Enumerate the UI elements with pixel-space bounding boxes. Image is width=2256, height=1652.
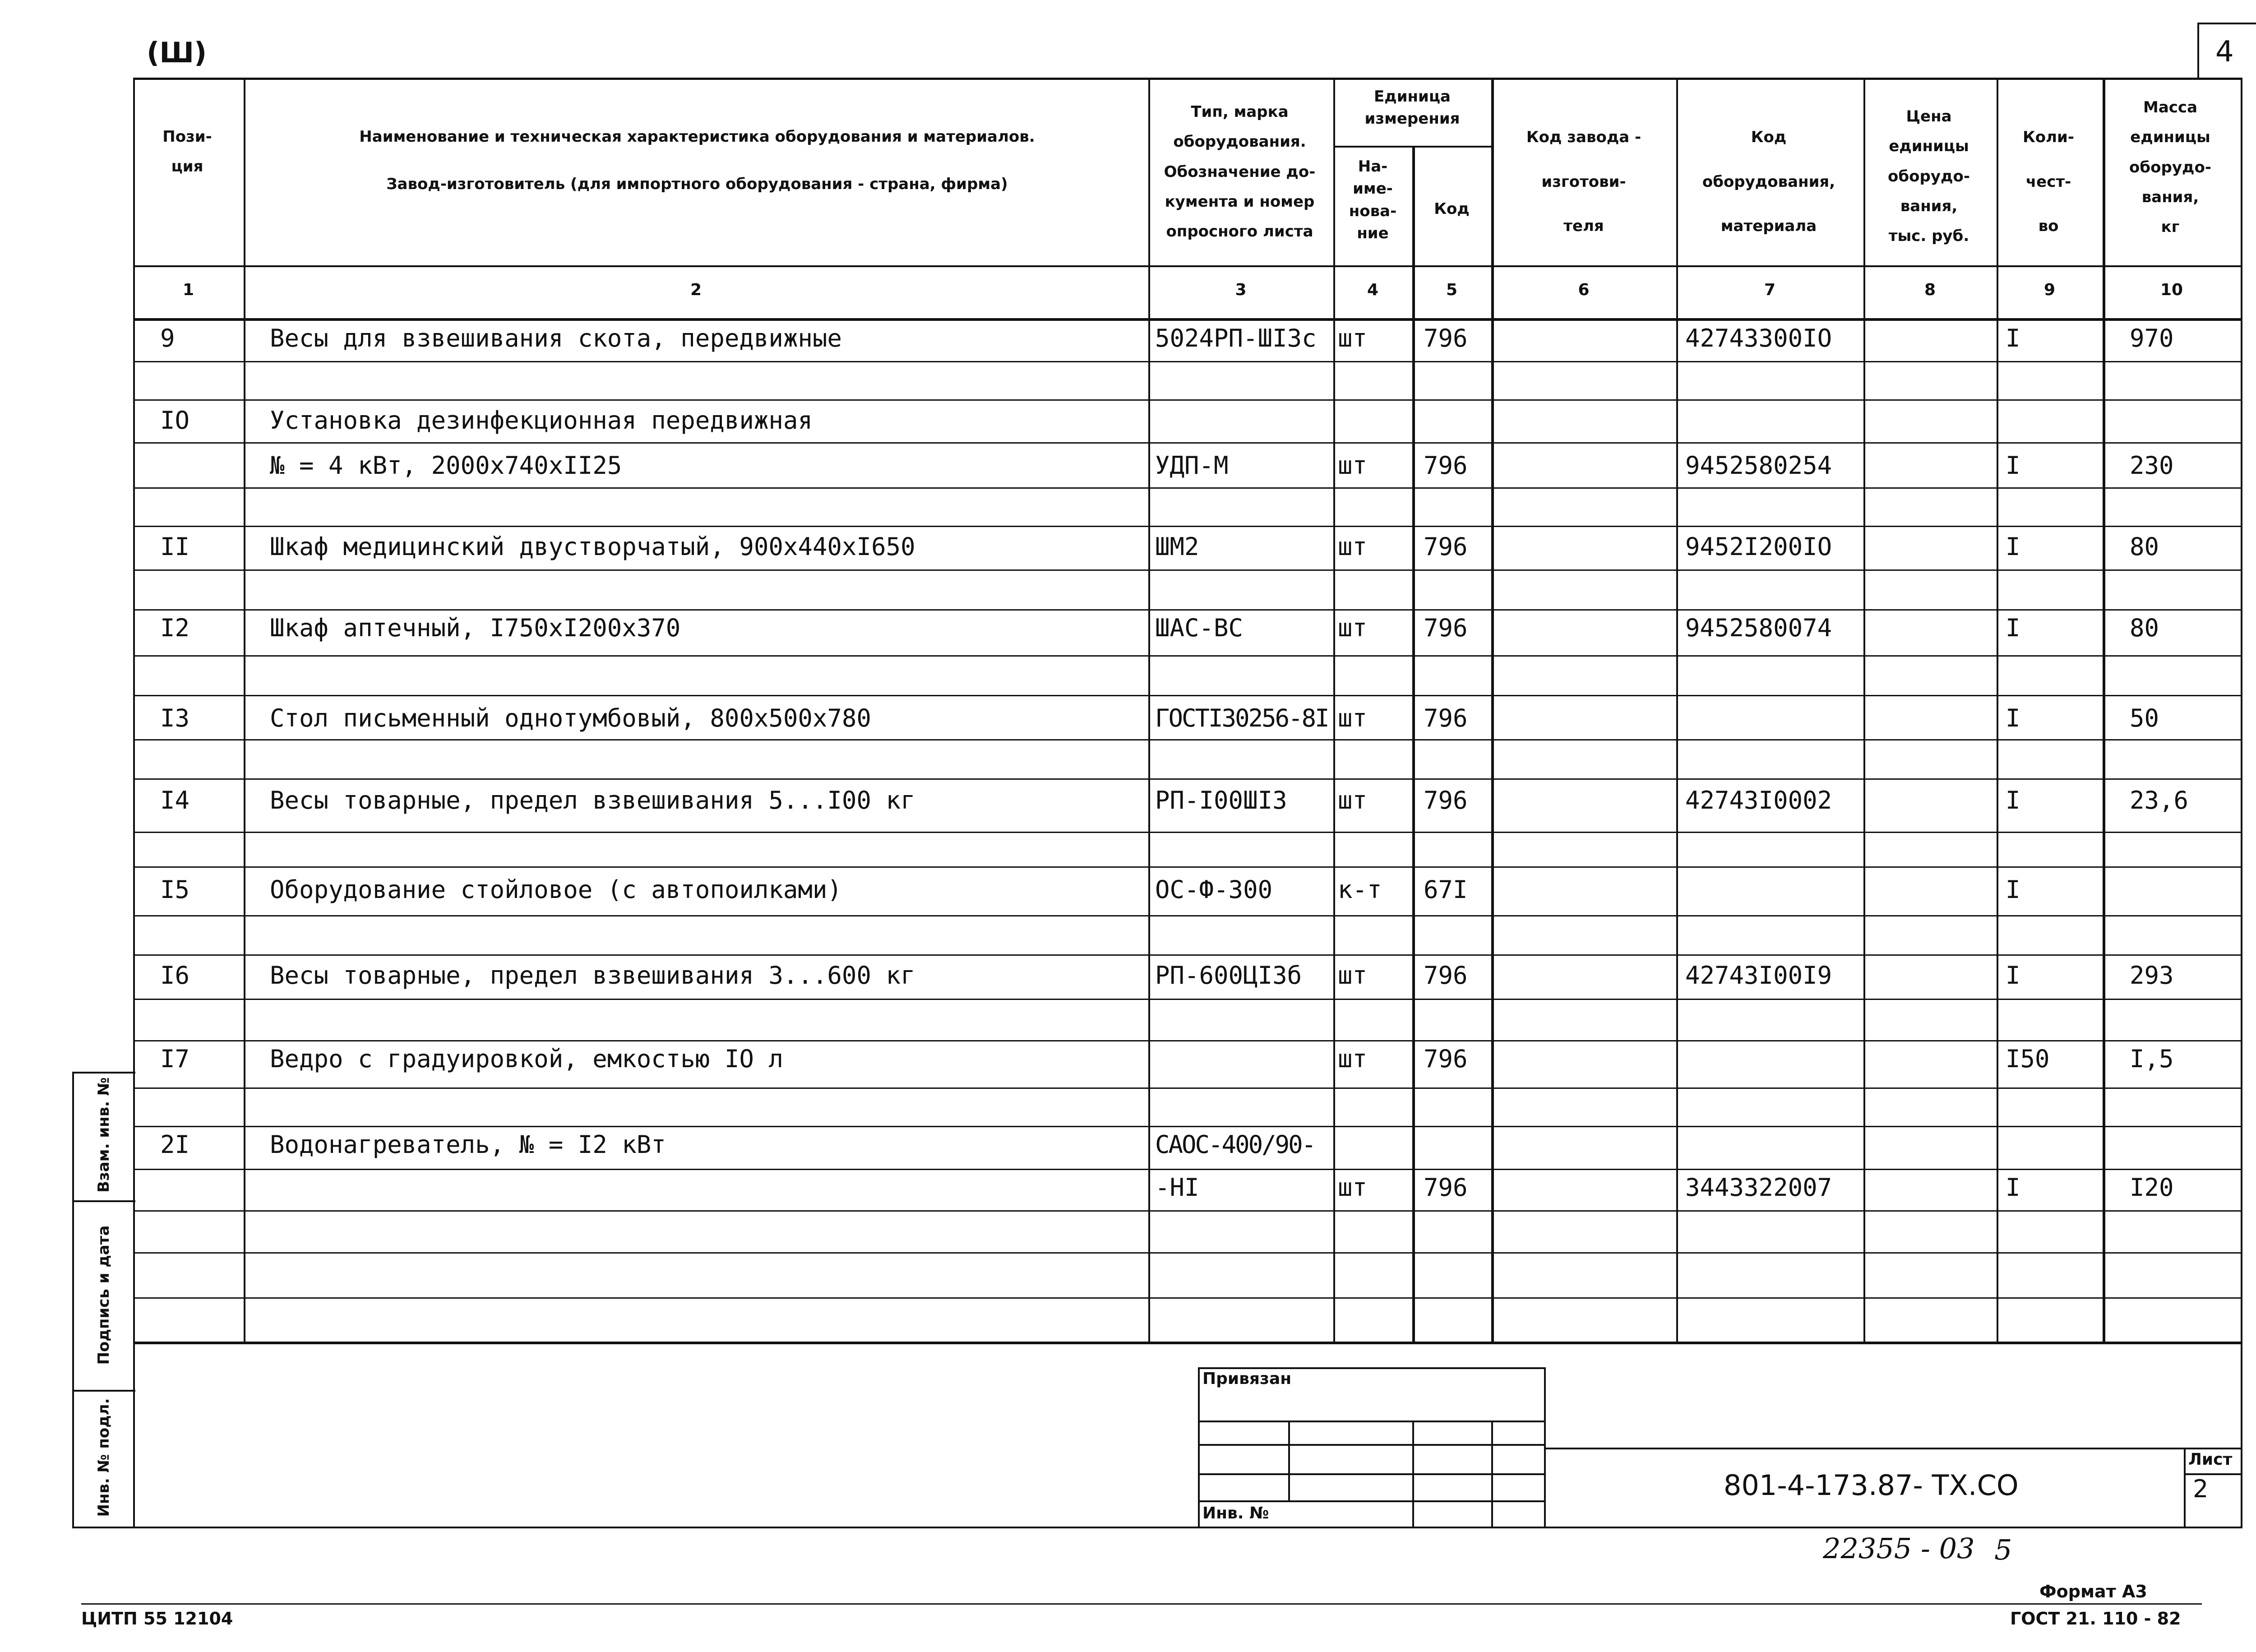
mass-cell: I,5 <box>2130 1045 2174 1073</box>
name-cell: Весы для взвешивания скота, передвижные <box>270 324 842 352</box>
unit-cell: к-т <box>1338 875 1382 904</box>
quantity-cell: I <box>2006 324 2020 352</box>
gost-label: ГОСТ 21. 110 - 82 <box>2010 1609 2181 1629</box>
header-name-line2: Завод-изготовитель (для импортного оборудования - страна, фирма) <box>386 175 1008 193</box>
handwritten-page: 5 <box>1994 1533 2012 1566</box>
name-cell: Весы товарные, предел взвешивания 3...600 кг <box>270 961 915 990</box>
column-number-1: 1 <box>182 281 194 299</box>
unit-code-cell: 67I <box>1424 875 1468 904</box>
column-number-7: 7 <box>1764 281 1776 299</box>
header-position: Пози- ция <box>162 128 212 176</box>
unit-code-cell: 796 <box>1424 961 1468 990</box>
unit-cell: шт <box>1338 704 1368 732</box>
column-number-6: 6 <box>1578 281 1590 299</box>
name-cell: Стол письменный однотумбовый, 800х500х780 <box>270 704 871 732</box>
unit-code-cell: 796 <box>1424 324 1468 352</box>
name-cell: Установка дезинфекционная передвижная <box>270 406 813 435</box>
column-number-2: 2 <box>690 281 702 299</box>
inv-podl-label: Инв. № подл. <box>95 1398 113 1517</box>
name-cell: Водонагреватель, № = I2 кВт <box>270 1130 666 1159</box>
quantity-cell: I <box>2006 532 2020 561</box>
position-cell: I5 <box>160 875 190 904</box>
header-unit-name: На- име- нова- ние <box>1349 157 1397 242</box>
position-cell: I3 <box>160 704 190 732</box>
position-cell: I4 <box>160 786 190 814</box>
position-cell: 2I <box>160 1130 190 1159</box>
unit-code-cell: 796 <box>1424 1173 1468 1202</box>
inv-label: Инв. № <box>1202 1504 1269 1522</box>
column-number-5: 5 <box>1446 281 1458 299</box>
column-number-9: 9 <box>2043 281 2056 299</box>
bound-label: Привязан <box>1202 1370 1292 1388</box>
type-cell: ШАС-ВС <box>1155 614 1244 642</box>
unit-code-cell: 796 <box>1424 1045 1468 1073</box>
equipment-code-cell: 42743300IO <box>1685 324 1832 352</box>
header-equipment-code: Код оборудования, материала <box>1702 128 1835 236</box>
equipment-code-cell: 3443322007 <box>1685 1173 1832 1202</box>
name-cell: Оборудование стойловое (с автопоилками) <box>270 875 842 904</box>
unit-code-cell: 796 <box>1424 614 1468 642</box>
header-unit-code: Код <box>1434 200 1470 218</box>
handwritten-number: 22355 - 03 <box>1823 1532 1975 1565</box>
mass-cell: 293 <box>2130 961 2174 990</box>
mass-cell: 80 <box>2130 614 2159 642</box>
column-number-10: 10 <box>2160 281 2183 299</box>
unit-code-cell: 796 <box>1424 704 1468 732</box>
name-cell: Ведро с градуировкой, емкостью IO л <box>270 1045 783 1073</box>
sheet-number: 2 <box>2193 1475 2209 1503</box>
position-cell: IO <box>160 406 190 435</box>
unit-cell: шт <box>1338 451 1368 480</box>
mass-cell: 970 <box>2130 324 2174 352</box>
quantity-cell: I <box>2006 1173 2020 1202</box>
mass-cell: 230 <box>2130 451 2174 480</box>
name-cell: Шкаф медицинский двустворчатый, 900х440хI650 <box>270 532 915 561</box>
quantity-cell: I <box>2006 451 2020 480</box>
unit-cell: шт <box>1338 1173 1368 1202</box>
page-number: 4 <box>2215 35 2234 69</box>
unit-code-cell: 796 <box>1424 532 1468 561</box>
mass-cell: 80 <box>2130 532 2159 561</box>
column-number-4: 4 <box>1367 281 1379 299</box>
unit-cell: шт <box>1338 614 1368 642</box>
vzam-inv-label: Взам. инв. № <box>95 1077 113 1193</box>
mass-cell: I20 <box>2130 1173 2174 1202</box>
mass-cell: 23,6 <box>2130 786 2189 814</box>
unit-code-cell: 796 <box>1424 786 1468 814</box>
format-label: Формат А3 <box>2039 1582 2147 1601</box>
podpis-data-label: Подпись и дата <box>95 1225 113 1365</box>
equipment-code-cell: 9452580074 <box>1685 614 1832 642</box>
quantity-cell: I <box>2006 614 2020 642</box>
type-cell: РП-I00ШI3 <box>1155 786 1287 814</box>
position-cell: 9 <box>160 324 175 352</box>
type-cell: ОС-Ф-300 <box>1155 875 1273 904</box>
unit-code-cell: 796 <box>1424 451 1468 480</box>
quantity-cell: I50 <box>2006 1045 2050 1073</box>
name-cell: № = 4 кВт, 2000х740хII25 <box>270 451 622 480</box>
header-quantity: Коли- чест- во <box>2023 128 2074 236</box>
type-cell: САОС-400/90- <box>1155 1130 1315 1159</box>
header-factory-code: Код завода - изготови- теля <box>1526 128 1641 236</box>
quantity-cell: I <box>2006 875 2020 904</box>
section-mark: (Ш) <box>147 36 207 69</box>
org-label: ЦИТП 55 12104 <box>81 1609 233 1629</box>
position-cell: I2 <box>160 614 190 642</box>
type-cell: ШМ2 <box>1155 532 1199 561</box>
name-cell: Шкаф аптечный, I750хI200х370 <box>270 614 681 642</box>
sheet-label: Лист <box>2188 1450 2233 1469</box>
unit-cell: шт <box>1338 961 1368 990</box>
position-cell: I7 <box>160 1045 190 1073</box>
mass-cell: 50 <box>2130 704 2159 732</box>
type-cell: 5024РП-ШIЗс <box>1155 324 1317 352</box>
type-cell: УДП-М <box>1155 451 1229 480</box>
equipment-code-cell: 9452I200IO <box>1685 532 1832 561</box>
equipment-code-cell: 42743I00I9 <box>1685 961 1832 990</box>
column-number-3: 3 <box>1235 281 1247 299</box>
quantity-cell: I <box>2006 704 2020 732</box>
unit-cell: шт <box>1338 786 1368 814</box>
equipment-code-cell: 42743I0002 <box>1685 786 1832 814</box>
header-price: Цена единицы оборудо- вания, тыс. руб. <box>1888 107 1970 245</box>
position-cell: II <box>160 532 190 561</box>
column-number-8: 8 <box>1924 281 1936 299</box>
unit-cell: шт <box>1338 532 1368 561</box>
type-cell: ГОСТI30256-8I <box>1155 704 1328 732</box>
header-type: Тип, марка оборудования. Обозначение до- кумента и номер опросного листа <box>1164 103 1316 241</box>
equipment-code-cell: 9452580254 <box>1685 451 1832 480</box>
unit-cell: шт <box>1338 324 1368 352</box>
header-unit: Единица измерения <box>1364 88 1460 128</box>
name-cell: Весы товарные, предел взвешивания 5...I00 кг <box>270 786 915 814</box>
type-cell: -НI <box>1155 1173 1199 1202</box>
document-code: 801-4-173.87- ТХ.СО <box>1724 1469 2019 1502</box>
type-cell: РП-600ЦI3б <box>1155 961 1302 990</box>
header-name-line1: Наименование и техническая характеристика оборудования и материалов. <box>359 128 1035 146</box>
quantity-cell: I <box>2006 961 2020 990</box>
quantity-cell: I <box>2006 786 2020 814</box>
position-cell: I6 <box>160 961 190 990</box>
header-mass: Масса единицы оборудо- вания, кг <box>2129 98 2211 236</box>
unit-cell: шт <box>1338 1045 1368 1073</box>
